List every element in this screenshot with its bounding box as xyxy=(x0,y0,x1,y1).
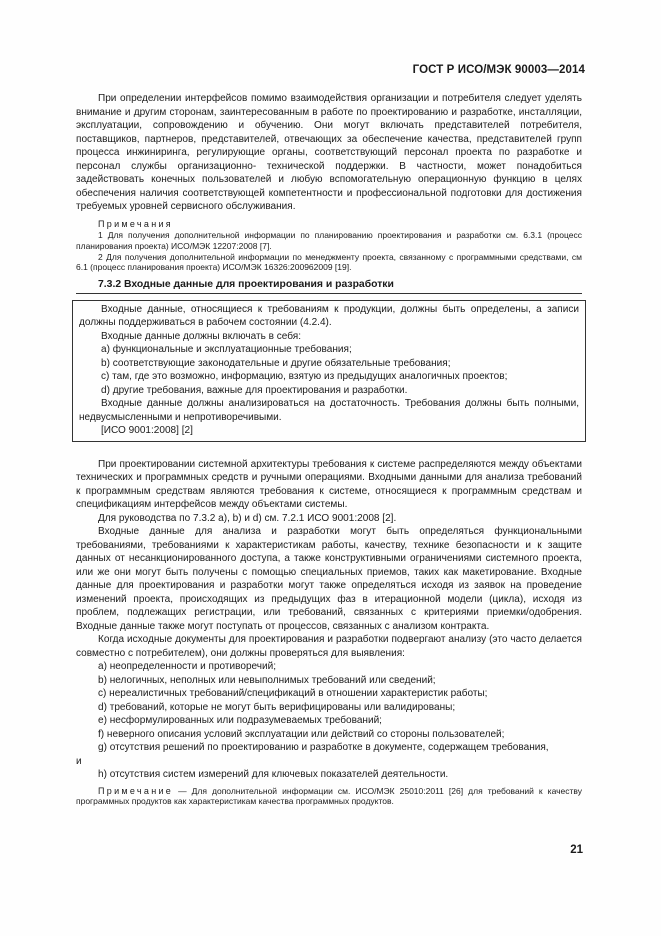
intro-paragraph: При определении интерфейсов помимо взаимодействия организации и потребителя следует уделять внимание и другим сторонам, заинтересованным в работе по проектированию и разработке, инсталляции, эксплуатации, сопровождению и обучению. Они могут включать представителей потребителя, поставщиков, партнеров, представителей, отвечающих за обеспечение качества, представителей групп процесса инжиниринга, регулирующие органы, соответствующий персонал проекта по разработке и персонал службы организационно- технической поддержки. В частности, может понадобиться задействовать конечных пользователей и любую вспомогательную операционную функцию в целях обеспечения наличия соответствующей компетентности и профессиональной подготовки для достижения требуемых уровней сервисного обслуживания. xyxy=(76,93,582,212)
note-1: 1 Для получения дополнительной информации по планированию проектирования и разработки см. 6.3.1 (процесс планирования проекта) ИСО/МЭК 12207:2008 [7]. xyxy=(76,230,582,251)
check-list-item: a) неопределенности и противоречий; xyxy=(98,661,277,673)
body-paragraph-2: Для руководства по 7.3.2 a), b) и d) см. 7.2.1 ИСО 9001:2008 [2]. xyxy=(98,512,397,524)
box-list-item: d) другие требования, важные для проектирования и разработки. xyxy=(101,384,408,396)
final-note-text: — Для дополнительной информации см. ИСО/МЭК 25010:2011 [26] для требований к качеству программных продуктов как характеристикам качества программных продуктов. xyxy=(76,785,582,807)
check-list-item: e) несформулированных или подразумеваемых требований; xyxy=(98,715,382,727)
check-list-item: h) отсутствия систем измерений для ключевых показателей деятельности. xyxy=(98,769,449,781)
conjunction-and: и xyxy=(76,755,82,767)
final-note xyxy=(76,786,582,808)
document-header: ГОСТ Р ИСО/МЭК 90003—2014 xyxy=(412,64,585,76)
box-list-item: c) там, где это возможно, информацию, взятую из предыдущих аналогичных проектов; xyxy=(101,371,508,383)
box-list-item: a) функциональные и эксплуатационные требования; xyxy=(101,344,352,356)
check-list-item: f) неверного описания условий эксплуатации или действий со стороны пользователей; xyxy=(98,728,505,740)
page-content xyxy=(76,92,582,807)
body-paragraph-4: Когда исходные документы для проектирования и разработки подвергают анализу (это часто делается совместно с потребителем), они должны проверяться для выявления: xyxy=(76,634,582,659)
section-title: 7.3.2 Входные данные для проектирования и разработки xyxy=(76,278,582,294)
check-list-item: c) нереалистичных требований/спецификаций в отношении характеристик работы; xyxy=(98,688,488,700)
final-note-label: Примечание xyxy=(98,785,174,796)
notes-heading: Примечания xyxy=(98,218,173,229)
check-list-item: d) требований, которые не могут быть верифицированы или валидированы; xyxy=(98,701,456,713)
box-list-item: b) соответствующие законодательные и другие обязательные требования; xyxy=(101,357,451,369)
check-list-item: b) нелогичных, неполных или невыполнимых требований или сведений; xyxy=(98,674,436,686)
box-paragraph-2: Входные данные должны включать в себя: xyxy=(101,330,302,342)
iso-quote-box xyxy=(72,300,586,442)
note-2: 2 Для получения дополнительной информации по менеджменту проекта, связанному с программными средствами, см 6.1 (процесс планирования проекта) ИСО/МЭК 16326:200962009 [19]. xyxy=(76,251,582,273)
body-paragraph-3: Входные данные для анализа и разработки могут быть определяться функциональными требованиями, требованиями к характеристикам работы, качеству, технике безопасности и к защите данных от несанкционированного доступа, а также конструктивными ограничениями системного проекта, или же они могут быть получены с помощью специальных приемов, таких как макетирование. Входные данные для проектирования и разработки могут также определяться исходя из заявок на проведение изменений проекта, происходящих из предыдущих фаз в итерационной модели (цикла), исходя из проблем, подлежащих регистрации, или требований, связанных с критериями приемки/одобрения. Входные данные также могут поступать от процессов, связанных с анализом контракта. xyxy=(76,526,582,632)
body-paragraph-1: При проектировании системной архитектуры требования к системе распределяются между объектами технических и программных средств и ручными операциями. Входными данными для анализа требований к программным средствам являются требования к системе, относящиеся к программным средствам и спецификациям интерфейсов между объектами системы. xyxy=(76,458,582,511)
box-paragraph-3: Входные данные должны анализироваться на достаточность. Требования должны быть полными, недвусмысленными и непротиворечивыми. xyxy=(79,398,579,423)
page-number: 21 xyxy=(570,844,583,856)
box-reference: [ИСО 9001:2008] [2] xyxy=(101,425,193,437)
box-paragraph-1: Входные данные, относящиеся к требованиям к продукции, должны быть определены, а записи должны поддерживаться в рабочем состоянии (4.2.4). xyxy=(79,303,579,329)
check-list-item: g) отсутствия решений по проектированию и разработке в документе, содержащем требования, xyxy=(98,742,549,754)
